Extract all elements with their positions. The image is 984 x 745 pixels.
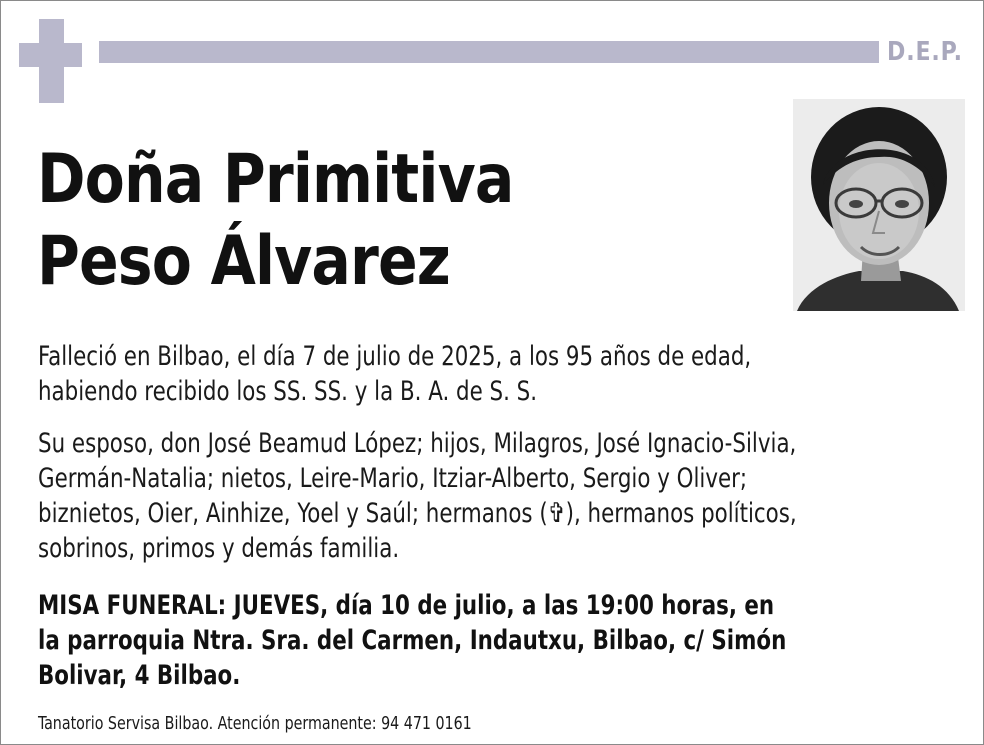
dep-label: D.E.P. xyxy=(887,37,963,67)
death-paragraph xyxy=(38,339,848,409)
funeral-line: Bolivar, 4 Bilbao. xyxy=(38,660,241,691)
name-line-1: Doña Primitiva xyxy=(37,140,514,219)
family-line: biznietos, Oier, Ainhize, Yoel y Saúl; hermanos (✞), hermanos políticos, xyxy=(38,498,797,529)
family-line: Su esposo, don José Beamud López; hijos, Milagros, José Ignacio-Silvia, xyxy=(38,428,797,459)
deceased-name xyxy=(37,139,513,303)
header-band xyxy=(99,41,879,63)
death-line: Falleció en Bilbao, el día 7 de julio de 2025, a los 95 años de edad, xyxy=(38,341,752,372)
death-line: habiendo recibido los SS. SS. y la B. A. de S. S. xyxy=(38,376,538,407)
family-paragraph xyxy=(38,426,848,566)
family-line: sobrinos, primos y demás familia. xyxy=(38,533,400,564)
funeral-paragraph xyxy=(38,588,848,693)
funeral-line: la parroquia Ntra. Sra. del Carmen, Indautxu, Bilbao, c/ Simón xyxy=(38,625,787,656)
portrait-photo xyxy=(793,99,965,311)
family-line: Germán-Natalia; nietos, Leire-Mario, Itziar-Alberto, Sergio y Oliver; xyxy=(38,463,748,494)
funeral-home-footer: Tanatorio Servisa Bilbao. Atención permanente: 94 471 0161 xyxy=(38,713,472,734)
funeral-line: MISA FUNERAL: JUEVES, día 10 de julio, a las 19:00 horas, en xyxy=(38,590,775,621)
name-line-2: Peso Álvarez xyxy=(37,222,450,301)
